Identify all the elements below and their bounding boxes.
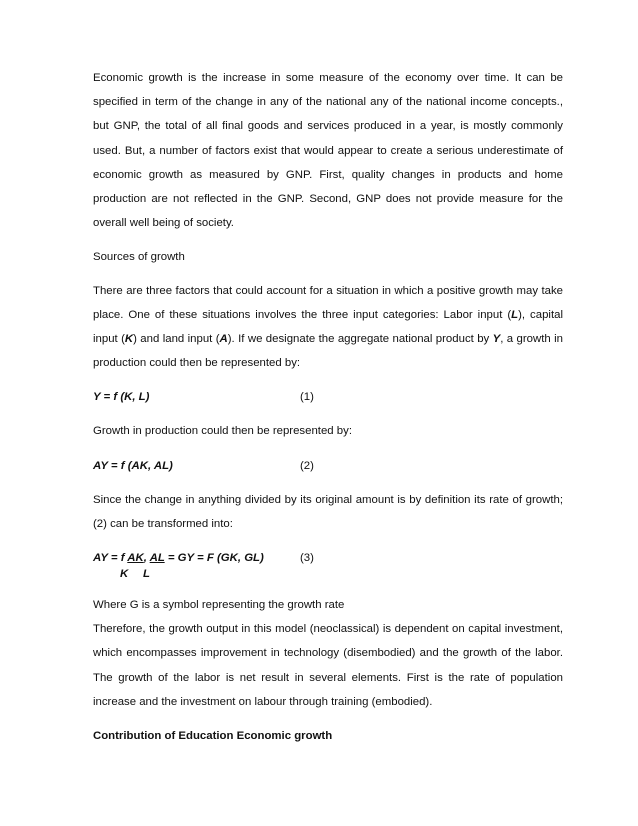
equation-1-expression: Y = f (K, L): [93, 391, 150, 404]
document-page: [93, 66, 563, 748]
equation-1: [93, 385, 563, 409]
equation-2-expression: AY = f (AK, AL): [93, 459, 173, 472]
factors-text-1: There are three factors that could account for a situation in which a positive growth may take place. One of these situations involves the three input categories: Labor input (: [93, 284, 563, 321]
therefore-paragraph: Therefore, the growth output in this model (neoclassical) is dependent on capital investment, which encompasses improvement in technology (disembodied) and the growth of the labor. The growth of the labor is net result in several elements. First is the rate of population increase and the investment on labour through training (embodied).: [93, 623, 563, 708]
sources-heading: Sources of growth: [93, 251, 185, 264]
factors-text-2: ), capital input (: [93, 308, 563, 346]
equation-3-ak: AK: [127, 552, 144, 565]
growth-line: Growth in production could then be represented by:: [93, 425, 352, 438]
factors-text-3: ) and land input (: [133, 333, 220, 346]
factors-paragraph: [93, 279, 563, 376]
equation-3-suffix: = GY = F (GK, GL): [164, 552, 264, 565]
equation-3-comma: ,: [143, 552, 150, 565]
equation-3-denominator-k: K: [120, 568, 129, 581]
equation-3-number: (3): [300, 552, 314, 565]
land-symbol: A: [219, 333, 228, 346]
intro-paragraph: Economic growth is the increase in some measure of the economy over time. It can be specified in term of the change in any of the national any of the national income concepts., but GNP, the total of all final goods and services produced in a year, is mostly commonly used. But, a number of factors exist that would appear to create a serious underestimate of economic growth as measured by GNP. First, quality changes in products and home production are not reflected in the GNP. Second, GNP does not provide measure for the overall well being of society.: [93, 72, 563, 230]
equation-2-number: (2): [300, 459, 314, 472]
equation-3: [93, 546, 563, 584]
equation-3-prefix: AY = f: [93, 552, 128, 565]
factors-text-5: , a growth in production could then be represented by:: [93, 333, 563, 370]
contribution-heading: Contribution of Education Economic growth: [93, 730, 333, 743]
transform-paragraph: Since the change in anything divided by its original amount is by definition its rate of growth; (2) can be transformed into:: [93, 493, 563, 530]
labor-symbol: L: [511, 308, 519, 321]
equation-1-number: (1): [300, 391, 314, 404]
equation-3-denominator-l: L: [143, 568, 150, 581]
where-line: Where G is a symbol representing the growth rate: [93, 599, 345, 612]
equation-3-al: AL: [149, 552, 165, 565]
product-symbol: Y: [492, 333, 501, 346]
factors-text-4: ). If we designate the aggregate national product by: [227, 333, 493, 346]
equation-2: [93, 454, 563, 478]
capital-symbol: K: [124, 333, 134, 346]
equation-3-expression: [93, 546, 264, 570]
